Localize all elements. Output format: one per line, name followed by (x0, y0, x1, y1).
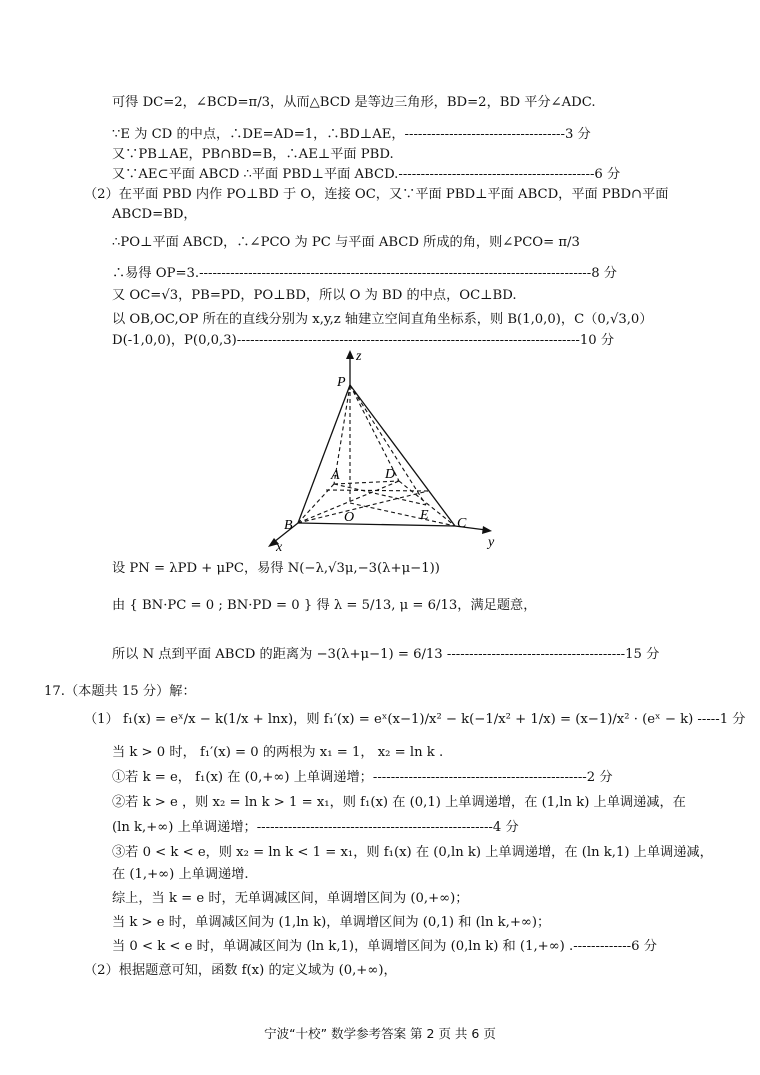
text-line: ABCD=BD， (112, 207, 197, 222)
figure-label-a: A (331, 468, 340, 483)
pyramid-figure (258, 348, 518, 552)
text-line: 由 { BN·PC = 0 ; BN·PD = 0 } 得 λ = 5/13, μ = 6/13，满足题意， (112, 598, 537, 613)
text-line: 在 (1,+∞) 上单调递增. (112, 867, 249, 882)
text-line: 当 0 < k < e 时，单调减区间为 (ln k,1)，单调增区间为 (0,ln k) 和 (1,+∞) .-------------6 分 (112, 939, 657, 954)
figure-label-e: E (420, 508, 429, 523)
text-line: 又∵AE⊂平面 ABCD ∴平面 PBD⊥平面 ABCD.--------------------------------------------6 分 (112, 167, 621, 182)
text-line: 设 PN = λPD + μPC，易得 N(−λ,√3μ,−3(λ+μ−1)) (112, 561, 440, 576)
figure-label-x: x (276, 540, 283, 552)
text-line: ∴易得 OP=3.----------------------------------------------------------------------------------------8 分 (112, 266, 617, 281)
text-line: （1） f₁(x) = eˣ/x − k(1/x + lnx)，则 f₁′(x) = eˣ(x−1)/x² − k(−1/x² + 1/x) = (x−1)/x² · (eˣ − k) -----1 分 (84, 712, 746, 727)
page-footer: 宁波“十校” 数学参考答案 第 2 页 共 6 页 (264, 1026, 496, 1041)
text-line: （2）在平面 PBD 内作 PO⊥BD 于 O，连接 OC，又∵平面 PBD⊥平面 ABCD，平面 PBD∩平面 (84, 187, 669, 202)
text-line: ∵E 为 CD 的中点，∴DE=AD=1，∴BD⊥AE，------------------------------------3 分 (112, 127, 591, 142)
text-line: 又∵PB⊥AE，PB∩BD=B，∴AE⊥平面 PBD. (112, 147, 394, 162)
text-line: ②若 k > e ，则 x₂ = ln k > 1 = x₁，则 f₁(x) 在 (0,1) 上单调递增，在 (1,ln k) 上单调递减，在 (112, 795, 686, 810)
text-line: 又 OC=√3，PB=PD，PO⊥BD，所以 O 为 BD 的中点，OC⊥BD. (112, 288, 517, 303)
text-line: 当 k > e 时，单调减区间为 (1,ln k)，单调增区间为 (0,1) 和 (ln k,+∞)； (112, 915, 551, 930)
figure-label-b: B (284, 518, 293, 533)
text-line: 综上，当 k = e 时，无单调减区间，单调增区间为 (0,+∞)； (112, 891, 469, 906)
text-line: ①若 k = e， f₁(x) 在 (0,+∞) 上单调递增；------------------------------------------------2 分 (112, 770, 613, 785)
text-line: 17.（本题共 15 分）解： (44, 684, 196, 699)
text-line: （2）根据题意可知，函数 f(x) 的定义域为 (0,+∞)， (84, 963, 397, 978)
figure-label-d: D (385, 467, 396, 482)
figure-label-z: z (356, 349, 362, 364)
figure-label-y: y (488, 535, 495, 550)
text-line: D(-1,0,0)，P(0,0,3)-----------------------------------------------------------------------------10 分 (112, 333, 615, 348)
text-line: ∴PO⊥平面 ABCD，∴∠PCO 为 PC 与平面 ABCD 所成的角，则∠PCO= π/3 (112, 235, 580, 250)
text-line: 以 OB,OC,OP 所在的直线分别为 x,y,z 轴建立空间直角坐标系，则 B(1,0,0)，C（0,√3,0） (112, 312, 653, 327)
figure-label-p: P (337, 375, 346, 390)
text-line: 所以 N 点到平面 ABCD 的距离为 −3(λ+μ−1) = 6/13 ----------------------------------------15 分 (112, 647, 660, 662)
figure-label-o: O (344, 510, 355, 525)
text-line: (ln k,+∞) 上单调递增；-----------------------------------------------------4 分 (112, 820, 519, 835)
figure-label-c: C (457, 516, 467, 531)
text-line: 可得 DC=2，∠BCD=π/3，从而△BCD 是等边三角形，BD=2，BD 平分∠ADC. (112, 95, 596, 110)
text-line: ③若 0 < k < e，则 x₂ = ln k < 1 = x₁，则 f₁(x) 在 (0,ln k) 上单调递增，在 (ln k,1) 上单调递减， (112, 845, 713, 860)
text-line: 当 k > 0 时， f₁′(x) = 0 的两根为 x₁ = 1， x₂ = ln k . (112, 745, 444, 760)
